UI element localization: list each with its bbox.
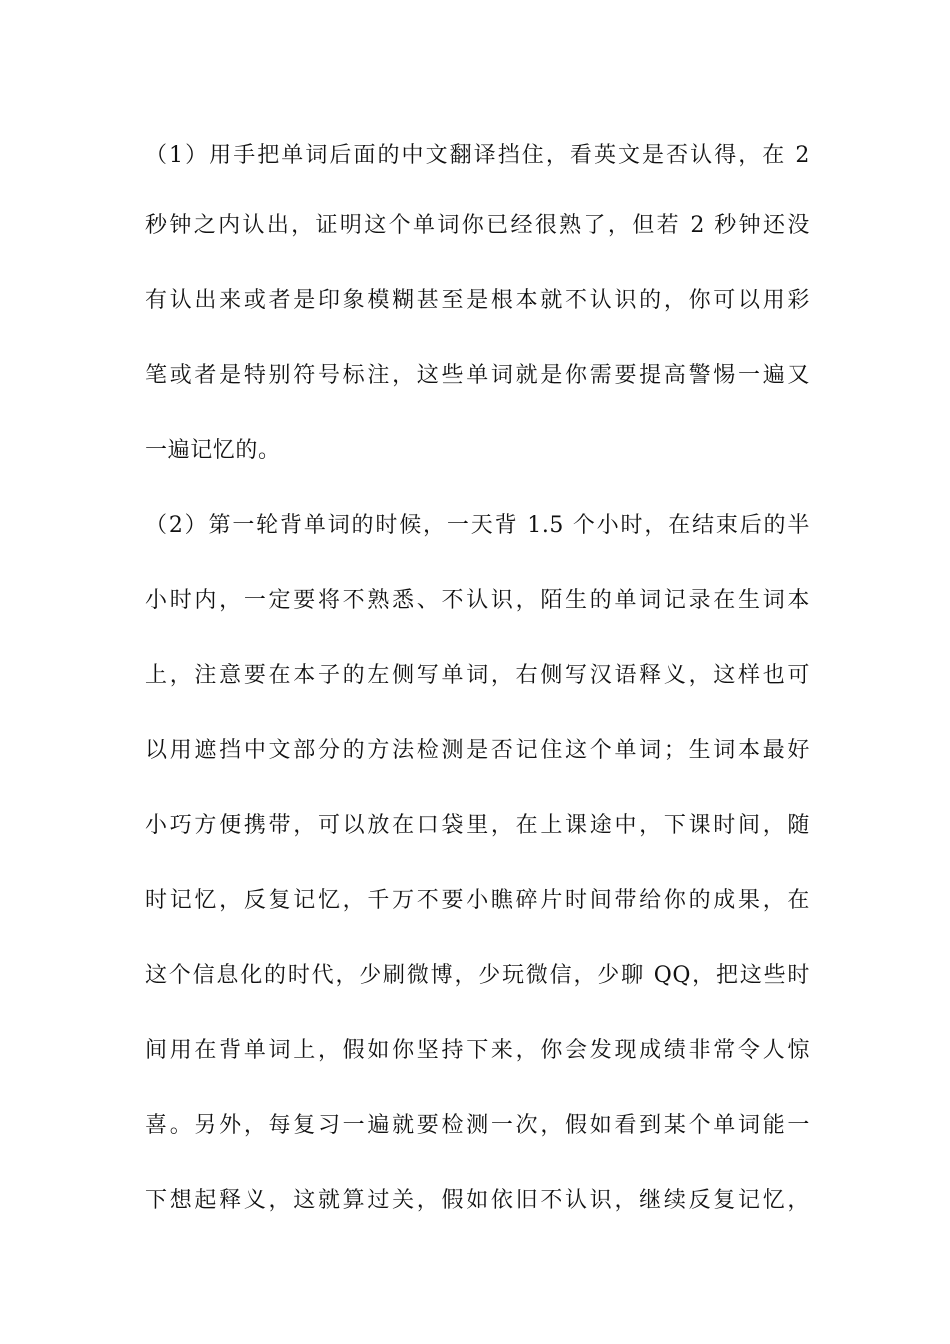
paragraph-2-line-4: 以用遮挡中文部分的方法检测是否记住这个单词；生词本最好 xyxy=(145,738,810,763)
paragraph-2-line-10: 下想起释义，这就算过关，假如依旧不认识，继续反复记忆， xyxy=(145,1188,810,1213)
paragraph-2-line-8: 间用在背单词上，假如你坚持下来，你会发现成绩非常令人惊 xyxy=(145,1038,810,1063)
paragraph-1-line-2: 秒钟之内认出，证明这个单词你已经很熟了，但若 2 秒钟还没 xyxy=(145,213,810,238)
paragraph-2-line-1: （2）第一轮背单词的时候，一天背 1.5 个小时，在结束后的半 xyxy=(145,513,810,538)
paragraph-2-line-9: 喜。另外，每复习一遍就要检测一次，假如看到某个单词能一 xyxy=(145,1113,810,1138)
paragraph-2-line-2: 小时内，一定要将不熟悉、不认识，陌生的单词记录在生词本 xyxy=(145,588,810,613)
paragraph-2-line-5: 小巧方便携带，可以放在口袋里，在上课途中，下课时间，随 xyxy=(145,813,810,838)
paragraph-2-line-6: 时记忆，反复记忆，千万不要小瞧碎片时间带给你的成果，在 xyxy=(145,888,810,913)
paragraph-2-line-7: 这个信息化的时代，少刷微博，少玩微信，少聊 QQ，把这些时 xyxy=(145,963,810,988)
paragraph-2-line-3: 上，注意要在本子的左侧写单词，右侧写汉语释义，这样也可 xyxy=(145,663,810,688)
paragraph-1-line-4: 笔或者是特别符号标注，这些单词就是你需要提高警惕一遍又 xyxy=(145,363,810,388)
paragraph-1-line-1: （1）用手把单词后面的中文翻译挡住，看英文是否认得，在 2 xyxy=(145,143,810,168)
paragraph-1-line-5: 一遍记忆的。 xyxy=(145,438,281,463)
paragraph-1-line-3: 有认出来或者是印象模糊甚至是根本就不认识的，你可以用彩 xyxy=(145,288,810,313)
